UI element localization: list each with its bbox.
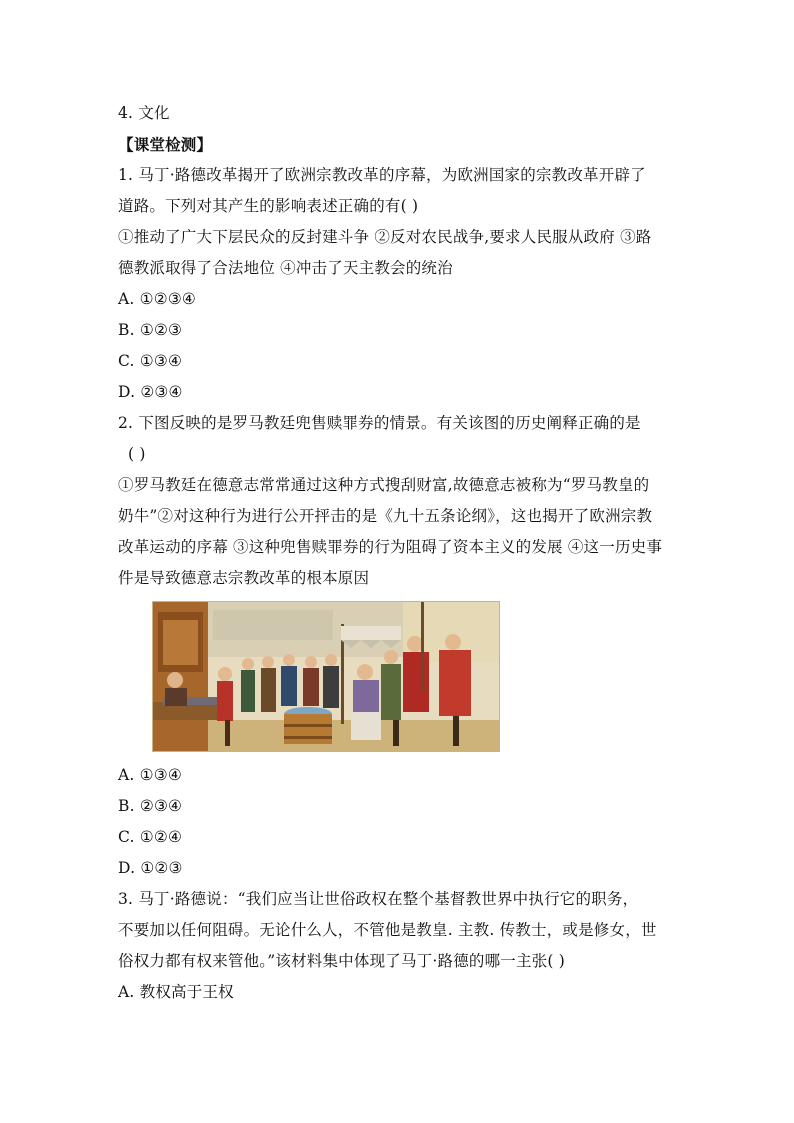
question-1-stem-line-1: 1. 马丁·路德改革揭开了欧洲宗教改革的序幕，为欧洲国家的宗教改革开辟了 [118, 166, 646, 184]
section-title: 4. 文化 [118, 104, 170, 122]
question-1 [118, 160, 688, 408]
question-1-option-d[interactable]: D. ②③④ [118, 383, 183, 401]
question-1-statement-line-1: ①推动了广大下层民众的反封建斗争 ②反对农民战争,要求人民服从政府 ③路 [118, 228, 652, 246]
question-2-statement-line-2: 奶牛”②对这种行为进行公开抨击的是《九十五条论纲》，这也揭开了欧洲宗教 [118, 507, 653, 525]
question-2-option-d[interactable]: D. ①②③ [118, 859, 183, 877]
question-3-stem-line-3: 俗权力都有权来管他。”该材料集中体现了马丁·路德的哪一主张( ) [118, 952, 566, 970]
question-2-option-b[interactable]: B. ②③④ [118, 797, 183, 815]
question-3-stem-line-2: 不要加以任何阻碍。无论什么人，不管他是教皇. 主教. 传教士，或是修女，世 [118, 921, 657, 939]
indulgence-sale-painting [153, 602, 499, 751]
question-1-stem-line-2: 道路。下列对其产生的影响表述正确的有( ) [118, 197, 419, 215]
question-2 [118, 408, 688, 884]
question-3-option-a[interactable]: A. 教权高于王权 [118, 983, 234, 1001]
question-3-stem-line-1: 3. 马丁·路德说：“我们应当让世俗政权在整个基督教世界中执行它的职务， [118, 890, 639, 908]
question-1-option-c[interactable]: C. ①③④ [118, 352, 183, 370]
question-2-stem-line-1: 2. 下图反映的是罗马教廷兜售赎罪券的情景。有关该图的历史阐释正确的是 [118, 414, 641, 432]
question-2-option-c[interactable]: C. ①②④ [118, 828, 183, 846]
question-1-option-b[interactable]: B. ①②③ [118, 321, 183, 339]
question-3 [118, 884, 688, 1008]
document-page [118, 98, 688, 1008]
question-2-option-a[interactable]: A. ①③④ [118, 766, 182, 784]
question-2-stem-line-2: ( ) [128, 445, 146, 463]
subsection-title: 【课堂检测】 [118, 135, 213, 154]
question-2-statement-line-4: 件是导致德意志宗教改革的根本原因 [118, 569, 370, 587]
indulgence-sale-illustration [152, 601, 500, 752]
question-1-option-a[interactable]: A. ①②③④ [118, 290, 197, 308]
question-2-statement-line-1: ①罗马教廷在德意志常常通过这种方式搜刮财富,故德意志被称为“罗马教皇的 [118, 476, 650, 494]
question-2-statement-line-3: 改革运动的序幕 ③这种兜售赎罪券的行为阻碍了资本主义的发展 ④这一历史事 [118, 538, 663, 556]
question-1-statement-line-2: 德教派取得了合法地位 ④冲击了天主教会的统治 [118, 259, 453, 277]
